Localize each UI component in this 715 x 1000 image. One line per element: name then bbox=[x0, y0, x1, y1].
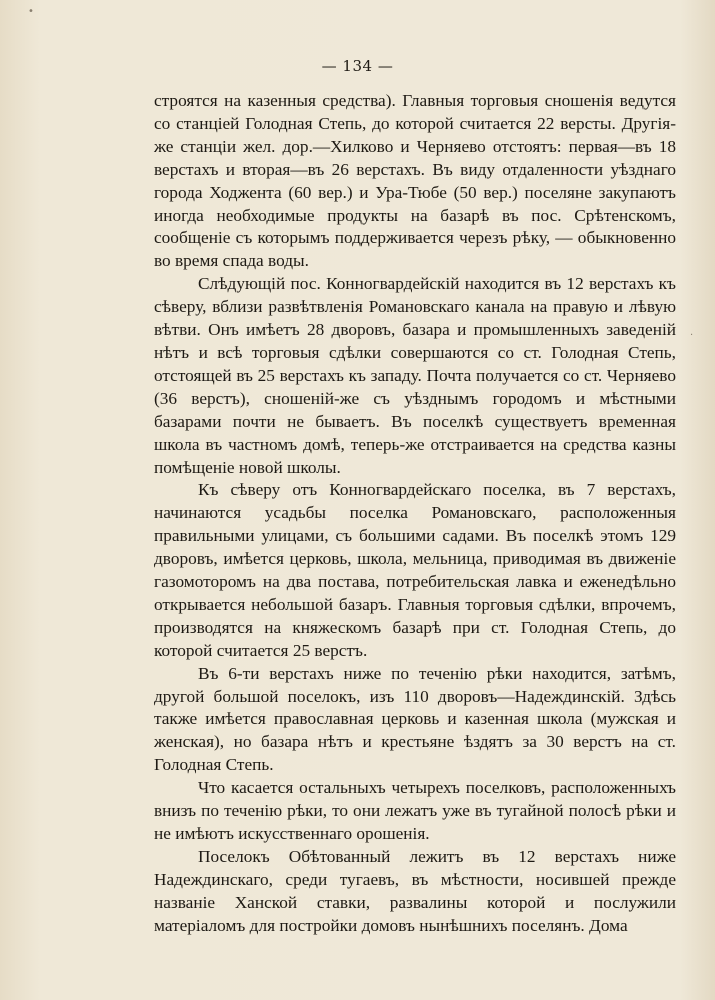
body-text bbox=[154, 90, 676, 938]
paragraph-6: Поселокъ Обѣтованный лежитъ въ 12 верстахъ ниже Надеждинскаго, среди тугаевъ, въ мѣстности, носившей прежде названіе Ханской ставки, развалины которой и послужили матеріаломъ для постройки домовъ нынѣшнихъ поселянъ. Дома bbox=[154, 846, 676, 935]
paragraph-2: Слѣдующій пос. Конногвардейскій находится въ 12 верстахъ къ сѣверу, вблизи развѣтвленія Романовскаго канала на правую и лѣвую вѣтви. Онъ имѣетъ 28 дворовъ, базара и промышленныхъ заведеній нѣтъ и всѣ торговыя сдѣлки совершаются со ст. Голодная Степь, отстоящей въ 25 верстахъ къ западу. Почта получается со ст. Черняево (36 верстъ), сношеній-же съ уѣзднымъ городомъ и мѣстными базарами почти не бываетъ. Въ поселкѣ существуетъ временная школа въ частномъ домѣ, теперь-же отстраивается на средства казны помѣщеніе новой школы. bbox=[154, 274, 676, 477]
paragraph-4: Въ 6-ти верстахъ ниже по теченію рѣки находится, затѣмъ, другой большой поселокъ, изъ 110 дворовъ—Надеждинскій. Здѣсь также имѣется православная церковь и казенная школа (мужская и женская), но базара нѣтъ и крестьяне ѣздятъ за 30 верстъ на ст. Голодная Степь. bbox=[154, 663, 676, 775]
margin-speck-top-left: • bbox=[28, 6, 34, 17]
margin-speck-right: · bbox=[690, 330, 694, 341]
paragraph-5: Что касается остальныхъ четырехъ поселковъ, расположенныхъ внизъ по теченію рѣки, то они лежатъ уже въ тугайной полосѣ рѣки и не имѣютъ искусственнаго орошенія. bbox=[154, 778, 676, 843]
page-number: — 134 — bbox=[321, 57, 394, 75]
paragraph-1: строятся на казенныя средства). Главныя торговыя сношенія ведутся со станціей Голодная Степь, до которой считается 22 версты. Другія-же станціи жел. дор.—Хилково и Черняево отстоятъ: первая—въ 18 верстахъ и вторая—въ 26 верстахъ. Въ виду отдаленности уѣзднаго города Ходжента (60 вер.) и Ура-Тюбе (50 вер.) поселяне закупаютъ иногда необходимые продукты на базарѣ въ пос. Срѣтенскомъ, сообщеніе съ которымъ поддерживается черезъ рѣку, — обыкновенно во время спада воды. bbox=[154, 91, 676, 271]
paragraph-3: Къ сѣверу отъ Конногвардейскаго поселка, въ 7 верстахъ, начинаются усадьбы поселка Романовскаго, расположенныя правильными улицами, съ большими садами. Въ поселкѣ этомъ 129 дворовъ, имѣется церковь, школа, мельница, приводимая въ движеніе газомоторомъ на два постава, потребительская лавка и еженедѣльно открывается небольшой базаръ. Главныя торговыя сдѣлки, впрочемъ, производятся на княжескомъ базарѣ при ст. Голодная Степь, до которой считается 25 верстъ. bbox=[154, 480, 676, 660]
